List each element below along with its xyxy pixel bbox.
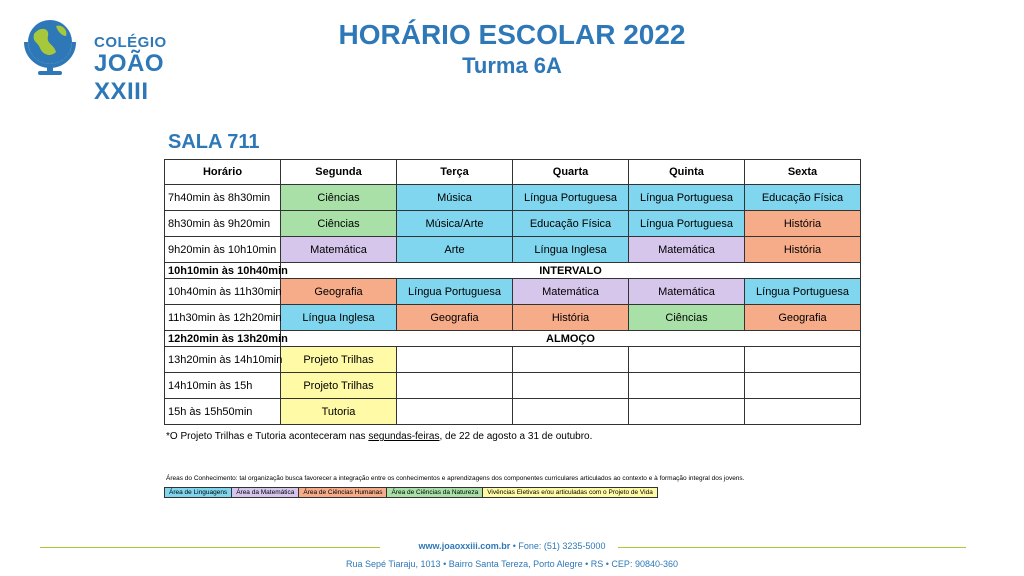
- legend-vivencias: Vivências Eletivas e/ou articuladas com o Projeto de Vida: [482, 487, 658, 498]
- footer-address: Rua Sepé Tiaraju, 1013 • Bairro Santa Tereza, Porto Alegre • RS • CEP: 90840-360: [346, 559, 678, 569]
- class-cell: Projeto Trilhas: [281, 373, 397, 399]
- header-quarta: Quarta: [513, 160, 629, 185]
- empty-cell: [397, 399, 513, 425]
- break-row: [165, 263, 861, 279]
- break-row: [165, 331, 861, 347]
- table-row: [165, 279, 861, 305]
- class-cell: Língua Portuguesa: [513, 185, 629, 211]
- class-cell: História: [513, 305, 629, 331]
- note-text-before: *O Projeto Trilhas e Tutoria aconteceram nas: [166, 431, 369, 442]
- table-row: [165, 211, 861, 237]
- page-header: [300, 18, 724, 80]
- class-cell: Geografia: [281, 279, 397, 305]
- room-label: SALA 711: [168, 131, 260, 153]
- class-cell: Língua Inglesa: [281, 305, 397, 331]
- empty-cell: [513, 373, 629, 399]
- page-subtitle: Turma 6A: [462, 53, 562, 78]
- note-text-after: , de 22 de agosto a 31 de outubro.: [439, 431, 593, 442]
- class-cell: Língua Portuguesa: [745, 279, 861, 305]
- class-cell: Projeto Trilhas: [281, 347, 397, 373]
- table-row: [165, 373, 861, 399]
- table-row: [165, 399, 861, 425]
- empty-cell: [397, 347, 513, 373]
- legend-natureza: Área de Ciências da Natureza: [386, 487, 483, 498]
- header-quinta: Quinta: [629, 160, 745, 185]
- header-segunda: Segunda: [281, 160, 397, 185]
- class-cell: Língua Portuguesa: [629, 185, 745, 211]
- footer-divider-left: [40, 547, 380, 548]
- class-cell: Geografia: [745, 305, 861, 331]
- note-underlined: segundas-feiras: [368, 431, 440, 442]
- time-cell: 10h40min às 11h30min: [165, 279, 281, 305]
- class-cell: Língua Portuguesa: [629, 211, 745, 237]
- class-cell: História: [745, 237, 861, 263]
- class-cell: Ciências: [281, 211, 397, 237]
- footer-contact: [380, 541, 644, 551]
- empty-cell: [745, 373, 861, 399]
- class-cell: Matemática: [513, 279, 629, 305]
- break-time-cell: 10h10min às 10h40min: [165, 263, 281, 279]
- empty-cell: [629, 347, 745, 373]
- schedule-table: [164, 159, 861, 425]
- empty-cell: [513, 347, 629, 373]
- class-cell: Matemática: [629, 237, 745, 263]
- class-cell: Geografia: [397, 305, 513, 331]
- school-logo: [20, 14, 220, 105]
- class-cell: Música: [397, 185, 513, 211]
- page-title: HORÁRIO ESCOLAR 2022: [338, 19, 686, 50]
- time-cell: 15h às 15h50min: [165, 399, 281, 425]
- legend-humanas: Área de Ciências Humanas: [298, 487, 387, 498]
- time-cell: 13h20min às 14h10min: [165, 347, 281, 373]
- footer-phone: • Fone: (51) 3235-5000: [510, 541, 606, 551]
- class-cell: Música/Arte: [397, 211, 513, 237]
- header-sexta: Sexta: [745, 160, 861, 185]
- time-cell: 7h40min às 8h30min: [165, 185, 281, 211]
- time-cell: 14h10min às 15h: [165, 373, 281, 399]
- areas-description: Áreas do Conhecimento: tal organização busca favorecer a integração entre os conhecimentos e aprendizagens dos componentes curriculares articulados ao contexto e à formação integral dos jovens.: [166, 475, 745, 482]
- table-row: [165, 347, 861, 373]
- header-terca: Terça: [397, 160, 513, 185]
- footer-divider-right: [618, 547, 966, 548]
- class-cell: Tutoria: [281, 399, 397, 425]
- class-cell: Língua Portuguesa: [397, 279, 513, 305]
- areas-legend: [164, 487, 657, 498]
- break-label: ALMOÇO: [281, 331, 861, 347]
- footer-website[interactable]: www.joaoxxiii.com.br: [418, 541, 511, 551]
- legend-matematica: Área da Matemática: [231, 487, 299, 498]
- header-horario: Horário: [165, 160, 281, 185]
- table-row: [165, 305, 861, 331]
- break-label: INTERVALO: [281, 263, 861, 279]
- empty-cell: [745, 347, 861, 373]
- class-cell: Arte: [397, 237, 513, 263]
- empty-cell: [629, 399, 745, 425]
- empty-cell: [397, 373, 513, 399]
- class-cell: Ciências: [281, 185, 397, 211]
- logo-line-1: COLÉGIO: [94, 34, 167, 51]
- empty-cell: [629, 373, 745, 399]
- legend-linguagens: Área de Linguagens: [164, 487, 232, 498]
- empty-cell: [745, 399, 861, 425]
- table-row: [165, 185, 861, 211]
- table-header-row: [165, 160, 861, 185]
- time-cell: 11h30min às 12h20min: [165, 305, 281, 331]
- time-cell: 9h20min às 10h10min: [165, 237, 281, 263]
- class-cell: Língua Inglesa: [513, 237, 629, 263]
- class-cell: Ciências: [629, 305, 745, 331]
- class-cell: Educação Física: [513, 211, 629, 237]
- globe-icon: [20, 14, 90, 78]
- logo-line-2: JOÃO XXIII: [94, 50, 165, 105]
- class-cell: História: [745, 211, 861, 237]
- table-row: [165, 237, 861, 263]
- class-cell: Educação Física: [745, 185, 861, 211]
- time-cell: 8h30min às 9h20min: [165, 211, 281, 237]
- schedule-note: [166, 431, 592, 442]
- break-time-cell: 12h20min às 13h20min: [165, 331, 281, 347]
- empty-cell: [513, 399, 629, 425]
- class-cell: Matemática: [281, 237, 397, 263]
- class-cell: Matemática: [629, 279, 745, 305]
